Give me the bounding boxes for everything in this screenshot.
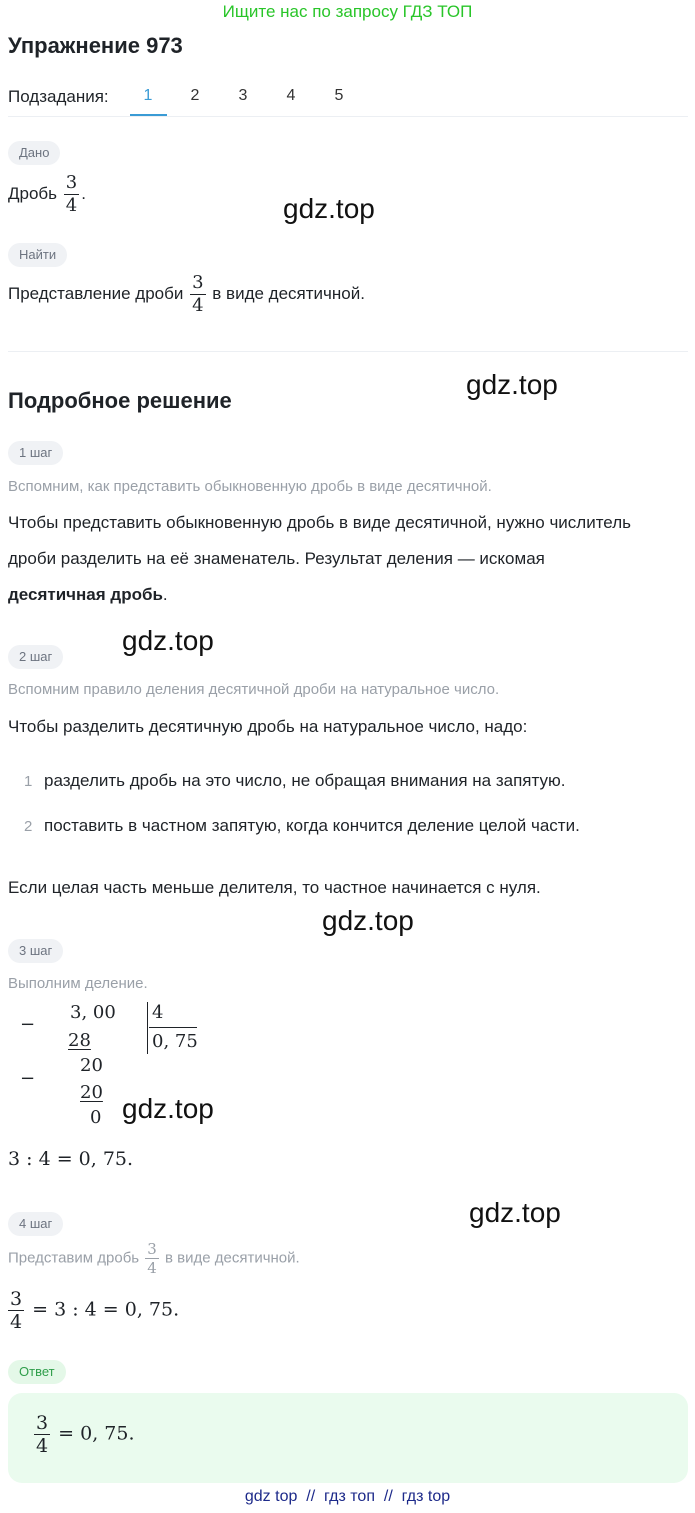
given-fraction — [64, 172, 79, 217]
page-title: Упражнение 973 — [8, 33, 183, 58]
answer-equation — [32, 1412, 134, 1457]
active-tab-indicator — [130, 114, 167, 116]
watermark: gdz.top — [122, 625, 214, 656]
division-remainder-1: 20 — [80, 1055, 103, 1076]
step2-note: Если целая часть меньше делителя, то частное начинается с нуля. — [8, 878, 541, 897]
step4-fraction — [8, 1288, 24, 1333]
answer-fraction-den: 4 — [36, 1435, 49, 1457]
division-divisor: 4 — [152, 1002, 164, 1023]
step2-hint: Вспомним правило деления десятичной дроби на натуральное число. — [8, 681, 500, 698]
division-bracket — [147, 1002, 148, 1054]
find-text — [8, 272, 365, 317]
list-item-number: 2 — [24, 818, 33, 835]
step4-hint — [8, 1240, 300, 1277]
step4-fraction-den: 4 — [10, 1311, 23, 1333]
find-suffix: в виде десятичной. — [212, 283, 365, 303]
step4-equation-text: = 3 : 4 = 0, 75. — [32, 1298, 180, 1321]
given-prefix: Дробь — [8, 183, 58, 203]
given-fraction-num: 3 — [65, 172, 78, 193]
step3-hint: Выполним деление. — [8, 975, 148, 992]
find-badge: Найти — [8, 243, 67, 267]
step1-line3-end: . — [162, 585, 168, 604]
list-item: поставить в частном запятую, когда кончится деление целой части. — [44, 816, 580, 835]
step3-badge: 3 шаг — [8, 939, 63, 963]
step4-equation — [6, 1288, 179, 1333]
division-remainder-2: 0 — [90, 1107, 102, 1128]
watermark: gdz.top — [466, 369, 558, 400]
division-subtrahend-1: 28 — [68, 1030, 91, 1051]
step1-badge: 1 шаг — [8, 441, 63, 465]
tab-subtask-1[interactable]: 1 — [143, 87, 153, 104]
step4-hint-fraction — [145, 1240, 159, 1277]
step4-hint-prefix: Представим дробь — [8, 1249, 140, 1267]
find-fraction — [190, 272, 205, 317]
step1-hint: Вспомним, как представить обыкновенную дробь в виде десятичной. — [8, 478, 492, 495]
division-minus-1: − — [20, 1014, 36, 1035]
step2-badge: 2 шаг — [8, 645, 63, 669]
step1-bold-term: десятичная дробь — [8, 585, 163, 604]
step3-result: 3 : 4 = 0, 75. — [8, 1148, 134, 1170]
tab-subtask-4[interactable]: 4 — [286, 87, 296, 104]
step2-intro: Чтобы разделить десятичную дробь на натуральное число, надо: — [8, 717, 528, 736]
division-divisor-line — [149, 1027, 197, 1028]
given-text — [8, 172, 86, 217]
section-divider — [8, 351, 688, 352]
given-badge: Дано — [8, 141, 60, 165]
solution-heading: Подробное решение — [8, 388, 232, 413]
tab-subtask-2[interactable]: 2 — [190, 87, 200, 104]
division-minus-2: − — [20, 1068, 36, 1089]
find-fraction-den: 4 — [192, 295, 204, 316]
list-item: разделить дробь на это число, не обращая внимания на запятую. — [44, 771, 566, 790]
answer-fraction-num: 3 — [36, 1412, 49, 1434]
watermark: gdz.top — [322, 905, 414, 936]
step1-line3 — [8, 585, 168, 605]
step1-line1: Чтобы представить обыкновенную дробь в виде десятичной, нужно числитель — [8, 513, 631, 532]
step4-hint-fraction-num: 3 — [147, 1240, 157, 1258]
step4-hint-suffix: в виде десятичной. — [165, 1249, 300, 1267]
given-fraction-den: 4 — [65, 195, 78, 216]
watermark: gdz.top — [469, 1197, 561, 1228]
tabs-divider — [8, 116, 688, 117]
tab-subtask-5[interactable]: 5 — [334, 87, 344, 104]
step4-badge: 4 шаг — [8, 1212, 63, 1236]
answer-equation-text: = 0, 75. — [58, 1422, 135, 1445]
step4-fraction-num: 3 — [10, 1288, 23, 1310]
division-quotient: 0, 75 — [152, 1031, 198, 1052]
list-item-number: 1 — [24, 773, 33, 790]
answer-fraction — [34, 1412, 50, 1457]
footer-links[interactable]: gdz top // гдз топ // гдз top — [244, 1488, 451, 1505]
promo-banner[interactable]: Ищите нас по запросу ГДЗ ТОП — [222, 2, 473, 21]
subtasks-label: Подзадания: — [8, 87, 109, 106]
step4-hint-fraction-den: 4 — [147, 1259, 157, 1277]
watermark: gdz.top — [122, 1093, 214, 1124]
step1-line2: дроби разделить на её знаменатель. Результат деления — искомая — [8, 549, 545, 568]
watermark: gdz.top — [283, 193, 375, 224]
find-fraction-num: 3 — [192, 272, 204, 293]
answer-badge: Ответ — [8, 1360, 66, 1384]
division-dividend: 3, 00 — [70, 1002, 116, 1023]
find-prefix: Представление дроби — [8, 283, 184, 303]
given-suffix: . — [81, 183, 86, 203]
tab-subtask-3[interactable]: 3 — [238, 87, 248, 104]
division-subtrahend-2: 20 — [80, 1082, 103, 1103]
